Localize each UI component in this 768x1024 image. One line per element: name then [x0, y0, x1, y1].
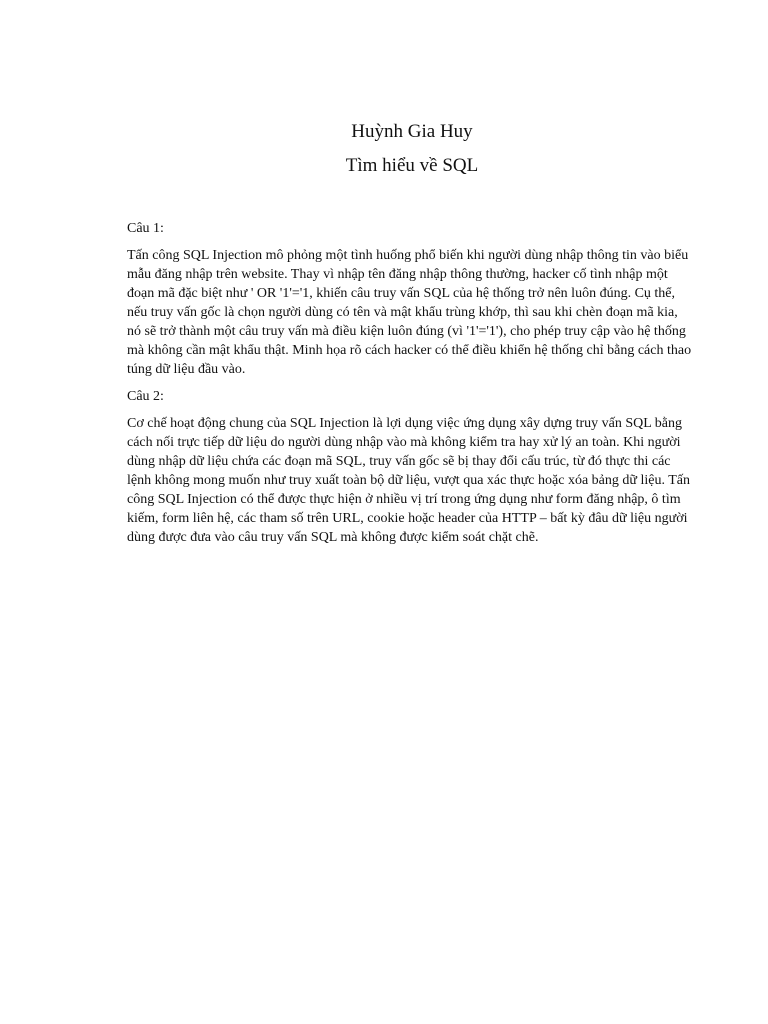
section-label: Câu 1:	[127, 221, 164, 236]
document-title: Tìm hiểu về SQL	[345, 155, 479, 176]
section-2	[127, 387, 693, 547]
section-paragraph: Cơ chế hoạt động chung của SQL Injection là lợi dụng việc ứng dụng xây dựng truy vấn SQL bằng cách nối trực tiếp dữ liệu do người dùng nhập vào mà không kiểm tra hay xử lý an toàn. Khi người dùng nhập dữ liệu chứa các đoạn mã SQL, truy vấn gốc sẽ bị thay đổi cấu trúc, từ đó thực thi các lệnh không mong muốn như truy xuất toàn bộ dữ liệu, vượt qua xác thực hoặc xóa bảng dữ liệu. Tấn công SQL Injection có thể được thực hiện ở nhiều vị trí trong ứng dụng như form đăng nhập, ô tìm kiếm, form liên hệ, các tham số trên URL, cookie hoặc header của HTTP – bất kỳ đâu dữ liệu người dùng được đưa vào câu truy vấn SQL mà không được kiểm soát chặt chẽ.	[127, 416, 690, 545]
document-header	[0, 120, 768, 178]
author-name: Huỳnh Gia Huy	[351, 121, 473, 142]
section-paragraph: Tấn công SQL Injection mô phỏng một tình huống phổ biến khi người dùng nhập thông tin vào biểu mẫu đăng nhập trên website. Thay vì nhập tên đăng nhập thông thường, hacker cố tình nhập một đoạn mã đặc biệt như ' OR '1'='1, khiến câu truy vấn SQL của hệ thống trở nên luôn đúng. Cụ thể, nếu truy vấn gốc là chọn người dùng có tên và mật khẩu trùng khớp, thì sau khi chèn đoạn mã kia, nó sẽ trở thành một câu truy vấn mà điều kiện luôn đúng (vì '1'='1'), cho phép truy cập vào hệ thống mà không cần mật khẩu thật. Minh họa rõ cách hacker có thể điều khiển hệ thống chỉ bằng cách thao túng dữ liệu đầu vào.	[127, 248, 692, 377]
document-body	[127, 219, 693, 555]
section-1	[127, 219, 693, 379]
section-label: Câu 2:	[127, 389, 164, 404]
